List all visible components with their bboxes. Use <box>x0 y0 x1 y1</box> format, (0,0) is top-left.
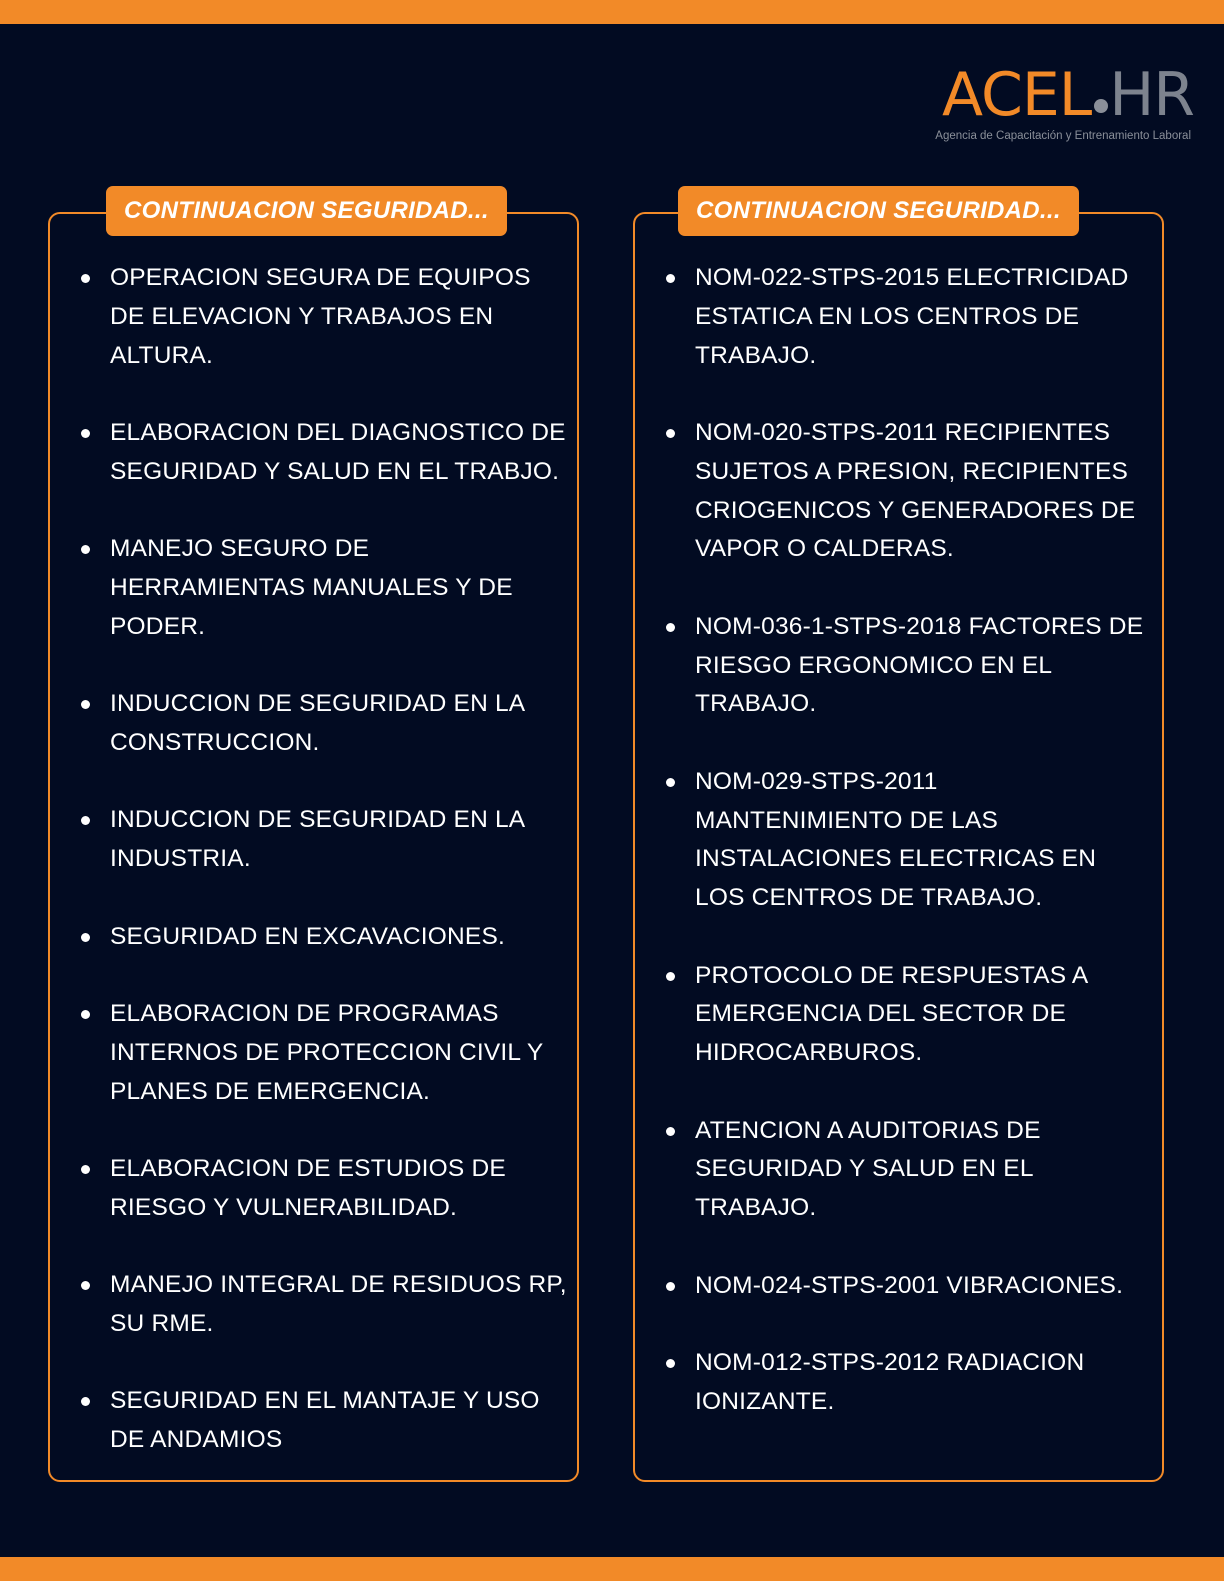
logo-hr-text: HR <box>1109 60 1194 130</box>
list-item: ELABORACION DE ESTUDIOS DE RIESGO Y VULNERABILIDAD. <box>78 1150 567 1228</box>
list-item: OPERACION SEGURA DE EQUIPOS DE ELEVACION Y TRABAJOS EN ALTURA. <box>78 259 567 375</box>
list-item: NOM-024-STPS-2001 VIBRACIONES. <box>663 1267 1152 1306</box>
list-item: SEGURIDAD EN EL MANTAJE Y USO DE ANDAMIOS <box>78 1382 567 1460</box>
list-item: NOM-029-STPS-2011 MANTENIMIENTO DE LAS INSTALACIONES ELECTRICAS EN LOS CENTROS DE TRABAJO. <box>663 763 1152 918</box>
panel-left <box>48 197 579 1482</box>
top-accent-bar <box>0 0 1224 24</box>
logo-wordmark <box>914 62 1194 128</box>
logo-tagline: Agencia de Capacitación y Entrenamiento Laboral <box>935 130 1191 142</box>
list-item: MANEJO SEGURO DE HERRAMIENTAS MANUALES Y DE PODER. <box>78 530 567 646</box>
list-item: NOM-012-STPS-2012 RADIACION IONIZANTE. <box>663 1344 1152 1422</box>
panel-title: CONTINUACION SEGURIDAD... <box>678 186 1079 236</box>
list-item: ELABORACION DEL DIAGNOSTICO DE SEGURIDAD Y SALUD EN EL TRABJO. <box>78 414 567 492</box>
list-item: NOM-036-1-STPS-2018 FACTORES DE RIESGO ERGONOMICO EN EL TRABAJO. <box>663 608 1152 724</box>
acelhr-logo <box>914 62 1194 142</box>
list-item: ELABORACION DE PROGRAMAS INTERNOS DE PROTECCION CIVIL Y PLANES DE EMERGENCIA. <box>78 995 567 1111</box>
list-item: ATENCION A AUDITORIAS DE SEGURIDAD Y SALUD EN EL TRABAJO. <box>663 1112 1152 1228</box>
course-list <box>78 259 567 1498</box>
panel-right <box>633 197 1164 1482</box>
list-item: INDUCCION DE SEGURIDAD EN LA INDUSTRIA. <box>78 801 567 879</box>
panel-title: CONTINUACION SEGURIDAD... <box>106 186 507 236</box>
list-item: NOM-022-STPS-2015 ELECTRICIDAD ESTATICA EN LOS CENTROS DE TRABAJO. <box>663 259 1152 375</box>
logo-acel-text: ACEL <box>941 60 1092 130</box>
bottom-accent-bar <box>0 1557 1224 1581</box>
list-item: NOM-020-STPS-2011 RECIPIENTES SUJETOS A PRESION, RECIPIENTES CRIOGENICOS Y GENERADORES DE VAPOR O CALDERAS. <box>663 414 1152 569</box>
course-list <box>663 259 1152 1460</box>
list-item: INDUCCION DE SEGURIDAD EN LA CONSTRUCCION. <box>78 685 567 763</box>
list-item: PROTOCOLO DE RESPUESTAS A EMERGENCIA DEL SECTOR DE HIDROCARBUROS. <box>663 957 1152 1073</box>
list-item: SEGURIDAD EN EXCAVACIONES. <box>78 918 567 957</box>
list-item: MANEJO INTEGRAL DE RESIDUOS RP, SU RME. <box>78 1266 567 1344</box>
logo-dot-icon <box>1094 99 1108 113</box>
